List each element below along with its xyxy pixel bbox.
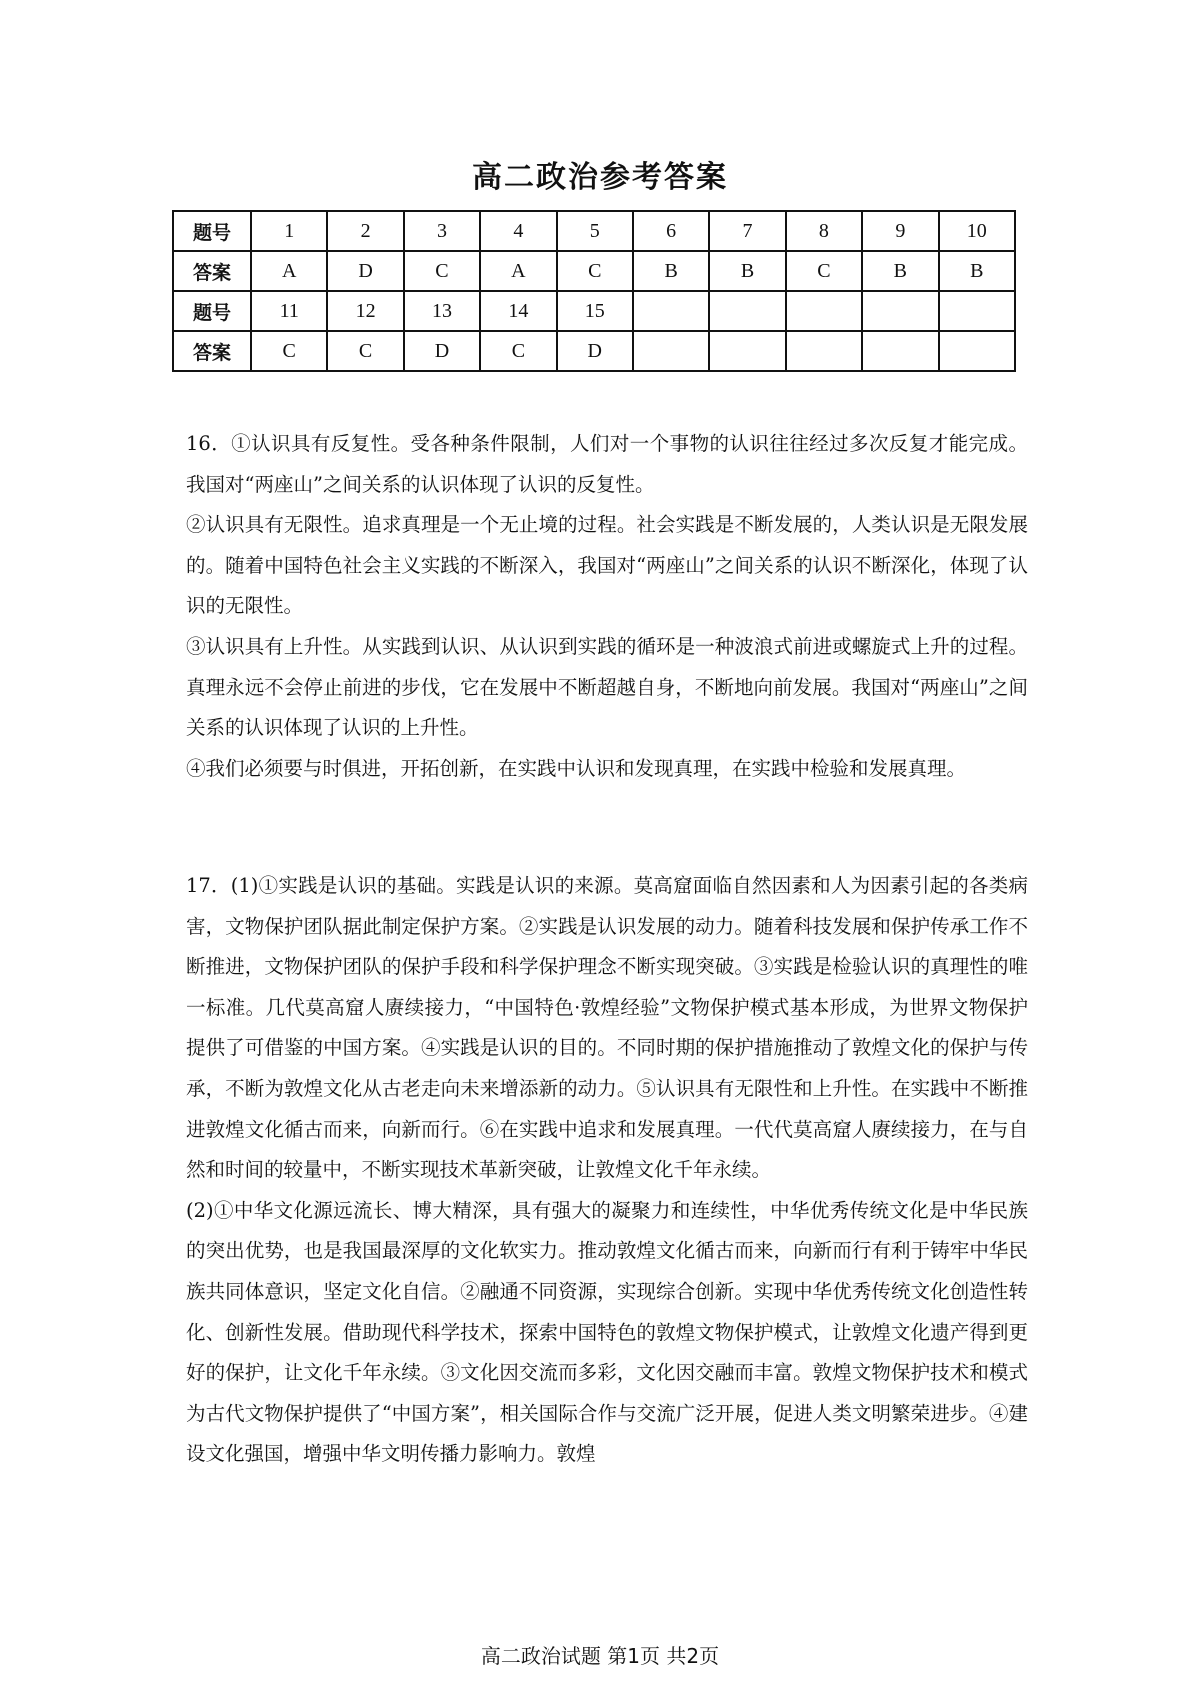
question-number-cell: 11 (251, 291, 327, 331)
row-header: 题号 (173, 291, 251, 331)
answer-cell: A (251, 251, 327, 291)
q16-paragraph: 16．①认识具有反复性。受各种条件限制，人们对一个事物的认识往往经过多次反复才能完成。我国对“两座山”之间关系的认识体现了认识的反复性。 (186, 432, 1028, 496)
q17-paragraph: (2)①中华文化源远流长、博大精深，具有强大的凝聚力和连续性，中华优秀传统文化是中华民族的突出优势，也是我国最深厚的文化软实力。推动敦煌文化循古而来，向新而行有利于铸牢中华民族共同体意识，坚定文化自信。②融通不同资源，实现综合创新。实现中华优秀传统文化创造性转化、创新性发展。借助现代科学技术，探索中国特色的敦煌文物保护模式，让敦煌文化遗产得到更好的保护，让文化千年永续。③文化因交流而多彩，文化因交融而丰富。敦煌文物保护技术和模式为古代文物保护提供了“中国方案”，相关国际合作与交流广泛开展，促进人类文明繁荣进步。④建设文化强国，增强中华文明传播力影响力。敦煌 (186, 1198, 1028, 1466)
table-row (173, 291, 1015, 331)
question-number-cell: 5 (557, 211, 633, 251)
answer-cell: A (480, 251, 556, 291)
answer-cell: B (939, 251, 1015, 291)
question-number-cell: 6 (633, 211, 709, 251)
answer-cell: C (327, 331, 403, 371)
page-footer: 高二政治试题 第1页 共2页 (480, 1644, 720, 1668)
answer-cell: C (404, 251, 480, 291)
answer-cell (862, 331, 938, 371)
table-row (173, 331, 1015, 371)
question-number-cell: 14 (480, 291, 556, 331)
question-number-cell: 4 (480, 211, 556, 251)
question-number-cell: 10 (939, 211, 1015, 251)
question-17-answer (186, 866, 1028, 1475)
question-number-cell (633, 291, 709, 331)
answer-cell: D (404, 331, 480, 371)
table-row (173, 251, 1015, 291)
question-number-cell: 2 (327, 211, 403, 251)
answer-cell: B (862, 251, 938, 291)
question-number-cell: 13 (404, 291, 480, 331)
answer-cell: C (480, 331, 556, 371)
answer-cell: B (709, 251, 785, 291)
q17-paragraph: 17．(1)①实践是认识的基础。实践是认识的来源。莫高窟面临自然因素和人为因素引起的各类病害，文物保护团队据此制定保护方案。②实践是认识发展的动力。随着科技发展和保护传承工作不断推进，文物保护团队的保护手段和科学保护理念不断实现突破。③实践是检验认识的真理性的唯一标准。几代莫高窟人赓续接力，“中国特色·敦煌经验”文物保护模式基本形成，为世界文物保护提供了可借鉴的中国方案。④实践是认识的目的。不同时期的保护措施推动了敦煌文化的保护与传承，不断为敦煌文化从古老走向未来增添新的动力。⑤认识具有无限性和上升性。在实践中不断推进敦煌文化循古而来，向新而行。⑥在实践中追求和发展真理。一代代莫高窟人赓续接力，在与自然和时间的较量中，不断实现技术革新突破，让敦煌文化千年永续。 (186, 874, 1028, 1182)
row-header: 答案 (173, 331, 251, 371)
question-number-cell: 7 (709, 211, 785, 251)
row-header: 答案 (173, 251, 251, 291)
question-number-cell: 9 (862, 211, 938, 251)
answer-cell: C (786, 251, 862, 291)
answer-cell (709, 331, 785, 371)
q16-paragraph: ②认识具有无限性。追求真理是一个无止境的过程。社会实践是不断发展的，人类认识是无限发展的。随着中国特色社会主义实践的不断深入，我国对“两座山”之间关系的认识不断深化，体现了认识的无限性。 (186, 513, 1028, 618)
answer-cell: D (327, 251, 403, 291)
question-number-cell (939, 291, 1015, 331)
page-title: 高二政治参考答案 (472, 160, 728, 195)
answer-cell (939, 331, 1015, 371)
question-number-cell: 3 (404, 211, 480, 251)
q16-paragraph: ③认识具有上升性。从实践到认识、从认识到实践的循环是一种波浪式前进或螺旋式上升的过程。真理永远不会停止前进的步伐，它在发展中不断超越自身，不断地向前发展。我国对“两座山”之间关系的认识体现了认识的上升性。 (186, 634, 1028, 740)
answer-cell: B (633, 251, 709, 291)
question-number-cell: 1 (251, 211, 327, 251)
question-16-answer (186, 424, 1028, 789)
question-number-cell: 12 (327, 291, 403, 331)
question-number-cell (709, 291, 785, 331)
question-number-cell (862, 291, 938, 331)
row-header: 题号 (173, 211, 251, 251)
question-number-cell (786, 291, 862, 331)
answer-table (172, 210, 1016, 372)
q16-paragraph: ④我们必须要与时俱进，开拓创新，在实践中认识和发现真理，在实践中检验和发展真理。 (186, 756, 967, 780)
question-number-cell: 15 (557, 291, 633, 331)
answer-cell: C (557, 251, 633, 291)
answer-cell: D (557, 331, 633, 371)
answer-cell: C (251, 331, 327, 371)
answer-cell (633, 331, 709, 371)
question-number-cell: 8 (786, 211, 862, 251)
table-row (173, 211, 1015, 251)
answer-cell (786, 331, 862, 371)
